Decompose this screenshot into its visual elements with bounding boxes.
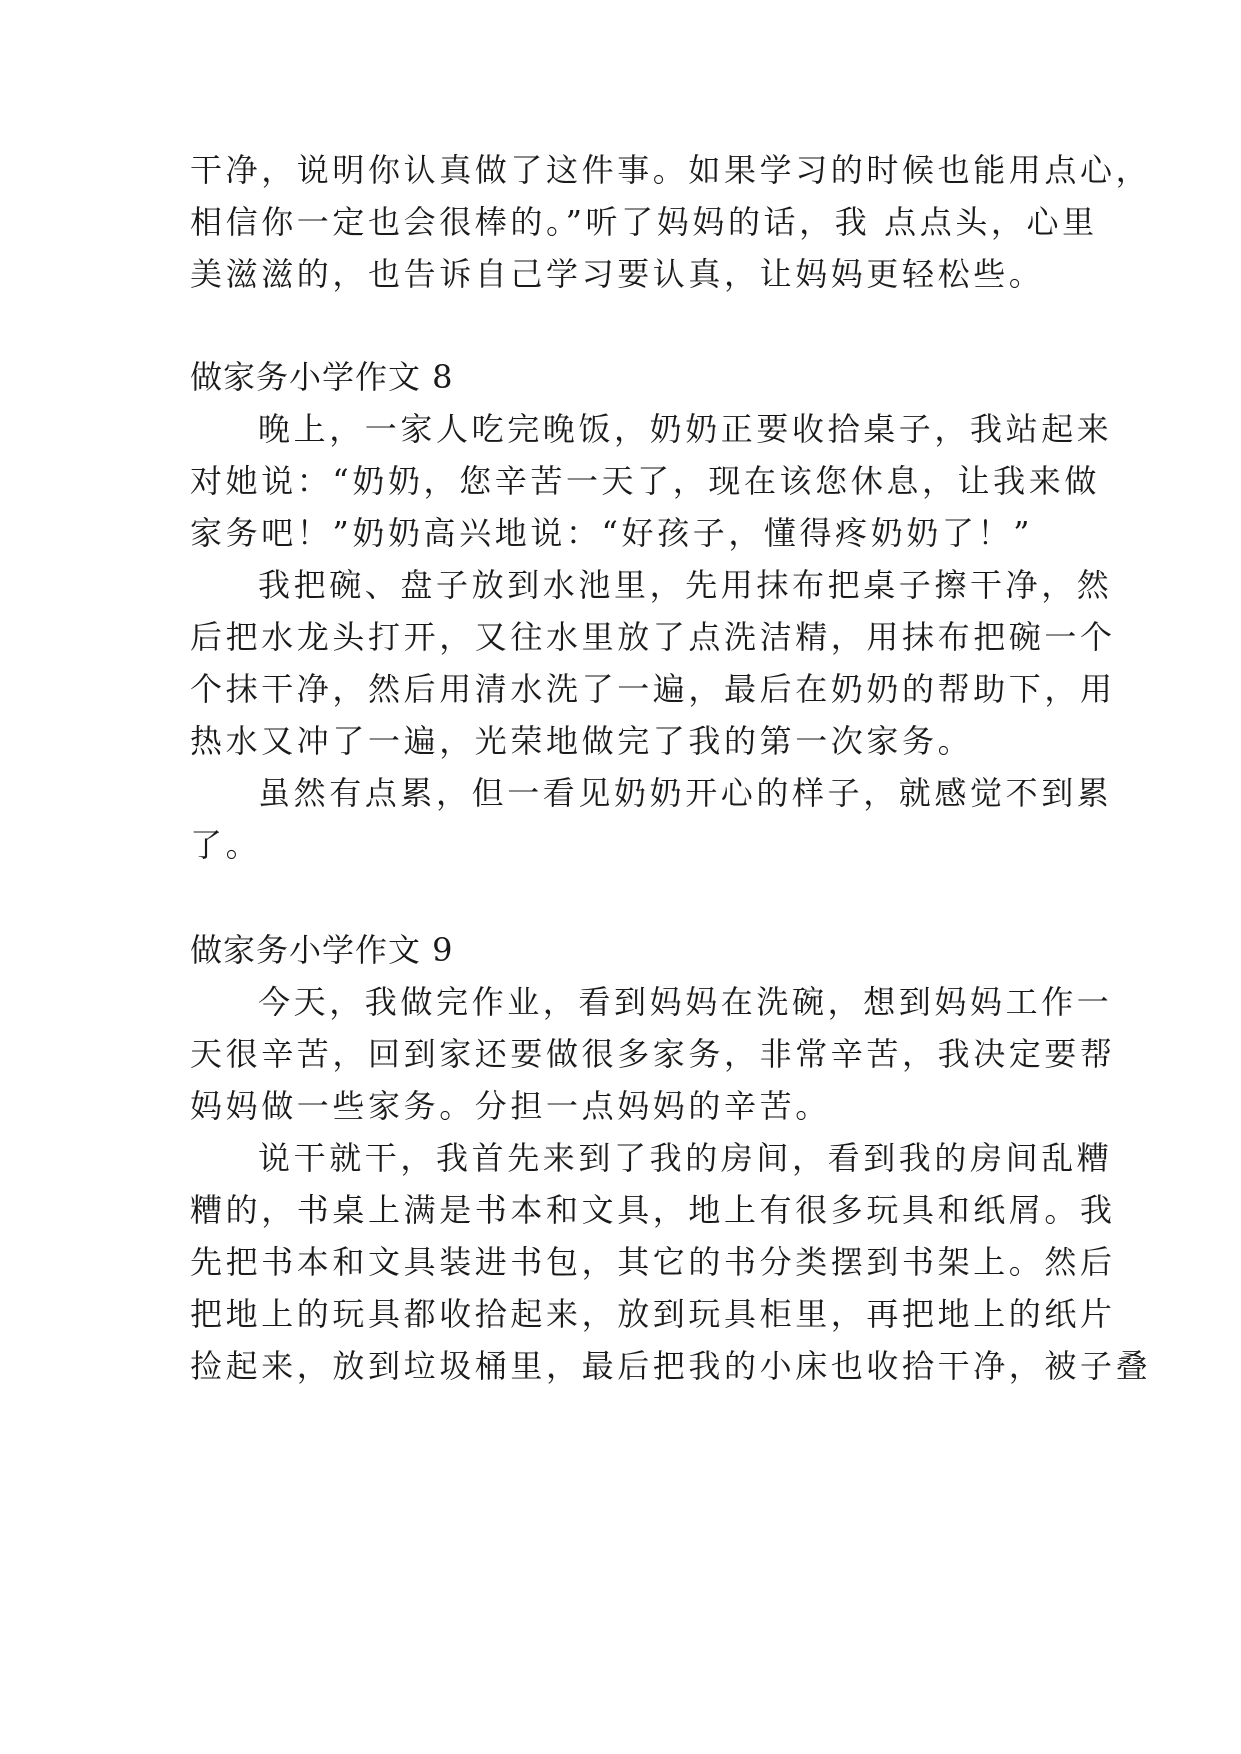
paragraph-line: 虽然有点累，但一看见奶奶开心的样子，就感觉不到累	[258, 774, 1113, 812]
paragraph-line: 后把水龙头打开，又往水里放了点洗洁精，用抹布把碗一个	[190, 618, 1116, 656]
intro-line: 相信你一定也会很棒的。”听了妈妈的话，我 点点头，心里	[190, 203, 1098, 241]
intro-line: 美滋滋的，也告诉自己学习要认真，让妈妈更轻松些。	[190, 255, 1045, 293]
section-title-8: 做家务小学作文 8	[190, 358, 454, 396]
paragraph-line: 糟的，书桌上满是书本和文具，地上有很多玩具和纸屑。我	[190, 1191, 1116, 1229]
section-title-9: 做家务小学作文 9	[190, 931, 454, 969]
paragraph-line: 了。	[190, 826, 262, 864]
intro-line: 干净，说明你认真做了这件事。如果学习的时候也能用点心，	[190, 151, 1152, 189]
paragraph-line: 我把碗、盘子放到水池里，先用抹布把桌子擦干净，然	[258, 566, 1113, 604]
paragraph-line: 对她说：“奶奶，您辛苦一天了，现在该您休息，让我来做	[190, 462, 1100, 500]
paragraph-line: 今天，我做完作业，看到妈妈在洗碗，想到妈妈工作一	[258, 983, 1113, 1021]
paragraph-line: 把地上的玩具都收拾起来，放到玩具柜里，再把地上的纸片	[190, 1295, 1116, 1333]
paragraph-line: 晚上，一家人吃完晚饭，奶奶正要收拾桌子，我站起来	[258, 410, 1113, 448]
paragraph-line: 妈妈做一些家务。分担一点妈妈的辛苦。	[190, 1087, 831, 1125]
paragraph-line: 天很辛苦，回到家还要做很多家务，非常辛苦，我决定要帮	[190, 1035, 1116, 1073]
paragraph-line: 个抹干净，然后用清水洗了一遍，最后在奶奶的帮助下，用	[190, 670, 1116, 708]
paragraph-line: 说干就干，我首先来到了我的房间，看到我的房间乱糟	[258, 1139, 1113, 1177]
paragraph-line: 家务吧！”奶奶高兴地说：“好孩子，懂得疼奶奶了！”	[190, 514, 1034, 552]
paragraph-line: 先把书本和文具装进书包，其它的书分类摆到书架上。然后	[190, 1243, 1116, 1281]
paragraph-line: 热水又冲了一遍，光荣地做完了我的第一次家务。	[190, 722, 974, 760]
paragraph-line: 捡起来，放到垃圾桶里，最后把我的小床也收拾干净，被子叠	[190, 1347, 1152, 1385]
